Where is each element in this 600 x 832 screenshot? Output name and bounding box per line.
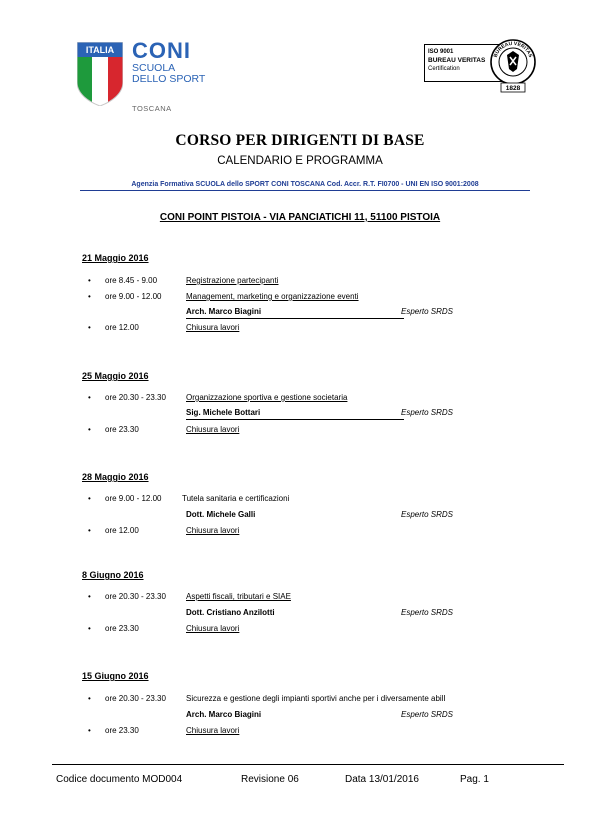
seal-text: BUREAU VERITAS: [492, 40, 534, 59]
bullet-icon: •: [88, 726, 91, 735]
schedule-row: [88, 292, 508, 304]
speaker-role: Esperto SRDS: [401, 510, 454, 519]
row-time: ore 8.45 - 9.00: [105, 276, 158, 285]
bullet-icon: •: [88, 494, 91, 503]
speaker-name: Arch. Marco Biagini: [186, 710, 262, 719]
logo-subtitle: [132, 63, 205, 85]
speaker-role: Esperto SRDS: [401, 608, 454, 617]
session-date: 28 Maggio 2016: [82, 472, 149, 482]
row-activity: Chiusura lavori: [186, 624, 240, 633]
schedule-row: [88, 276, 508, 288]
row-time: ore 20.30 - 23.30: [105, 694, 166, 703]
row-activity: Organizzazione sportiva e gestione societaria: [186, 393, 348, 402]
row-activity: Management, marketing e organizzazione eventi: [186, 292, 359, 301]
row-time: ore 23.30: [105, 726, 139, 735]
speaker-name: Sig. Michele Bottari: [186, 408, 261, 417]
footer-date: Data 13/01/2016: [345, 774, 419, 785]
seal-year: 1828: [505, 85, 521, 92]
session-date: 21 Maggio 2016: [82, 253, 149, 263]
footer-page: Pag. 1: [460, 774, 489, 785]
speaker-underline: [186, 318, 404, 319]
row-time: ore 23.30: [105, 425, 139, 434]
speaker-name: Dott. Michele Galli: [186, 510, 256, 519]
row-activity: Chiusura lavori: [186, 526, 240, 535]
speaker-role: Esperto SRDS: [401, 307, 454, 316]
venue-heading: [0, 212, 600, 223]
row-time: ore 20.30 - 23.30: [105, 393, 166, 402]
logo-name: CONI: [132, 38, 191, 63]
speaker-name: Arch. Marco Biagini: [186, 307, 262, 316]
logo-sub1: SCUOLA: [132, 62, 176, 74]
speaker-role: Esperto SRDS: [401, 710, 454, 719]
row-activity: Chiusura lavori: [186, 425, 240, 434]
schedule-row: [88, 624, 508, 636]
schedule-row: [88, 526, 508, 538]
schedule-row: [88, 694, 508, 706]
bullet-icon: •: [88, 694, 91, 703]
row-activity: Tutela sanitaria e certificazioni: [182, 494, 290, 503]
bullet-icon: •: [88, 276, 91, 285]
row-time: ore 20.30 - 23.30: [105, 592, 166, 601]
coni-shield-logo: [77, 42, 123, 106]
schedule-row: [88, 425, 508, 437]
footer-divider: [52, 764, 564, 765]
agency-line: Agenzia Formativa SCUOLA dello SPORT CONI TOSCANA Cod. Accr. R.T. FI0700 - UNI EN ISO 9001:2008: [80, 181, 530, 191]
row-time: ore 12.00: [105, 323, 139, 332]
schedule-row: [88, 494, 508, 506]
session-date: 25 Maggio 2016: [82, 371, 149, 381]
cert-body: BUREAU VERITAS: [428, 57, 486, 64]
logo-badge-text: ITALIA: [85, 45, 115, 55]
venue-text: CONI POINT PISTOIA - VIA PANCIATICHI 11, 51100 PISTOIA: [159, 212, 441, 223]
footer-document-code: Codice documento MOD004: [56, 774, 183, 785]
bullet-icon: •: [88, 425, 91, 434]
document-subtitle: CALENDARIO E PROGRAMMA: [217, 155, 383, 167]
schedule-row: [88, 726, 508, 738]
bullet-icon: •: [88, 624, 91, 633]
cert-iso: ISO 9001: [428, 49, 454, 55]
row-activity: Registrazione partecipanti: [186, 276, 279, 285]
row-time: ore 12.00: [105, 526, 139, 535]
row-activity: Aspetti fiscali, tributari e SIAE: [186, 592, 291, 601]
speaker-underline: [186, 419, 404, 420]
cert-label: Certification: [428, 66, 460, 72]
row-time: ore 9.00 - 12.00: [105, 292, 162, 301]
bureau-veritas-seal-icon: [488, 38, 538, 96]
row-time: ore 23.30: [105, 624, 139, 633]
logo-region: TOSCANA: [132, 104, 172, 113]
logo-sub2: DELLO SPORT: [132, 73, 206, 85]
bullet-icon: •: [88, 592, 91, 601]
session-date: 15 Giugno 2016: [82, 671, 149, 681]
schedule-row: [88, 323, 508, 335]
speaker-role: Esperto SRDS: [401, 408, 454, 417]
schedule-row: [88, 592, 508, 604]
schedule-row: [88, 393, 508, 405]
document-title: CORSO PER DIRIGENTI DI BASE: [175, 132, 425, 149]
row-time: ore 9.00 - 12.00: [105, 494, 162, 503]
bullet-icon: •: [88, 393, 91, 402]
row-activity: Sicurezza e gestione degli impianti sportivi anche per i diversamente abilI: [186, 694, 446, 703]
bullet-icon: •: [88, 526, 91, 535]
session-date: 8 Giugno 2016: [82, 570, 144, 580]
row-activity: Chiusura lavori: [186, 726, 240, 735]
bullet-icon: •: [88, 323, 91, 332]
row-activity: Chiusura lavori: [186, 323, 240, 332]
bullet-icon: •: [88, 292, 91, 301]
footer-revision: Revisione 06: [241, 774, 299, 785]
speaker-name: Dott. Cristiano Anzilotti: [186, 608, 275, 617]
